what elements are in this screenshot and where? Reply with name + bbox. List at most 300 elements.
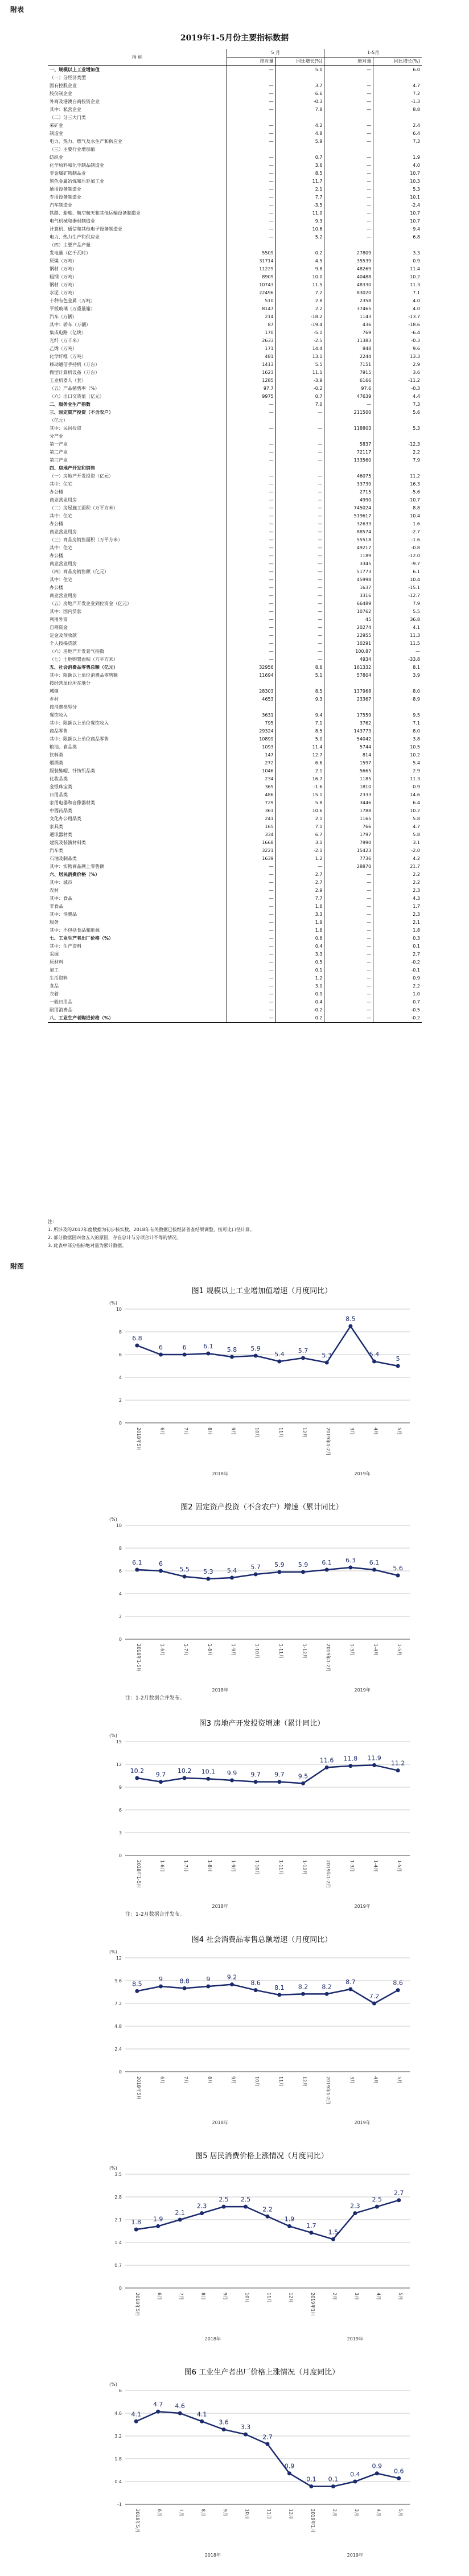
y-tick-label: 1.8: [114, 2456, 122, 2462]
row-ytd-growth: 9.6: [373, 345, 422, 353]
table-row: [48, 863, 422, 871]
x-tick-label: 1-10月: [254, 1644, 260, 1659]
row-month-growth: —: [275, 496, 324, 504]
row-ytd-growth: 6.8: [373, 233, 422, 241]
row-month-value: —: [227, 632, 275, 640]
data-label: 9: [159, 1976, 163, 1983]
row-ytd-growth: 2.1: [373, 919, 422, 927]
table-row: [48, 385, 422, 393]
y-tick-label: 6: [118, 2388, 122, 2393]
row-indicator-name: 其中：国内贷款: [50, 609, 81, 614]
data-point: [244, 2205, 248, 2209]
row-month-growth: 14.4: [275, 345, 324, 353]
row-ytd-growth: 4.0: [373, 305, 422, 313]
table-row: [48, 401, 422, 409]
table-row: [48, 696, 422, 703]
table-row: [48, 281, 422, 289]
row-ytd-growth: 7.2: [373, 90, 422, 98]
row-month-value: —: [227, 186, 275, 194]
row-indicator-name: 粗钢（万吨）: [50, 274, 77, 279]
row-month-growth: 2.7: [275, 871, 324, 879]
y-axis-label: (%): [109, 2382, 117, 2387]
row-ytd-growth: 8.8: [373, 106, 422, 114]
row-ytd-growth: 2.2: [373, 871, 422, 879]
table-row: [48, 767, 422, 775]
row-month-growth: 11.0: [275, 209, 324, 217]
row-ytd-growth: -2.0: [373, 847, 422, 855]
row-ytd-growth: [373, 703, 422, 711]
data-point: [287, 2224, 291, 2228]
row-ytd-value: 83020: [324, 289, 373, 297]
row-month-growth: -3.5: [275, 201, 324, 209]
chart-3: [102, 1713, 421, 1918]
row-month-growth: 11.5: [275, 281, 324, 289]
data-point: [325, 1766, 329, 1770]
row-ytd-value: —: [324, 201, 373, 209]
row-ytd-growth: [373, 241, 422, 249]
data-label: 8.6: [393, 1979, 403, 1987]
row-month-value: 795: [227, 719, 275, 727]
row-month-value: —: [227, 512, 275, 520]
chart-svg: [102, 1281, 421, 1485]
data-point: [348, 1764, 352, 1768]
row-month-value: —: [227, 624, 275, 632]
row-month-growth: 6.6: [275, 759, 324, 767]
row-ytd-growth: 10.7: [373, 209, 422, 217]
row-indicator-name: 其中：城市: [50, 880, 72, 885]
x-tick-label: 3月: [349, 2076, 355, 2084]
row-ytd-value: —: [324, 130, 373, 138]
row-month-value: —: [227, 154, 275, 162]
table-row: [48, 783, 422, 791]
row-ytd-value: —: [324, 194, 373, 201]
row-ytd-value: 1797: [324, 831, 373, 839]
table-row: [48, 178, 422, 186]
row-ytd-value: 4934: [324, 656, 373, 664]
x-tick-label: 5月: [397, 2509, 403, 2517]
row-ytd-growth: [373, 417, 422, 425]
table-row: [48, 488, 422, 496]
row-indicator-name: 五、社会消费品零售总额（亿元）: [50, 665, 118, 670]
row-ytd-value: —: [324, 209, 373, 217]
row-month-growth: [275, 680, 324, 688]
row-month-value: —: [227, 520, 275, 528]
row-month-value: 241: [227, 815, 275, 823]
row-month-growth: 1.2: [275, 974, 324, 982]
x-tick-label: 8月: [200, 2509, 206, 2517]
row-month-growth: —: [275, 544, 324, 552]
data-label: 1.7: [306, 2221, 316, 2229]
y-tick-label: 2.4: [114, 2047, 122, 2052]
data-label: 8.7: [345, 1978, 356, 1986]
x-tick-label: 1-4月: [373, 1860, 379, 1873]
data-label: 6.8: [132, 1335, 142, 1342]
row-indicator-name: 商业营业用房: [50, 593, 77, 598]
chart-2: [102, 1497, 421, 1702]
row-month-value: —: [227, 903, 275, 911]
row-ytd-value: 49217: [324, 544, 373, 552]
data-point: [372, 1568, 376, 1572]
row-month-value: —: [227, 106, 275, 114]
row-ytd-value: 4990: [324, 496, 373, 504]
data-point: [301, 1992, 305, 1996]
y-tick-label: 15: [116, 1739, 122, 1744]
note-line: 1. 所涉及的2017年度数据为初步核实数，2018年有关数据已按经济普查结果调整，按可比口径计算。: [48, 1227, 254, 1232]
row-ytd-growth: —: [373, 648, 422, 656]
y-tick-label: 0: [118, 1637, 122, 1642]
table-row: [48, 82, 422, 90]
x-tick-label: 2月: [332, 2293, 338, 2301]
data-point: [301, 1356, 305, 1360]
data-label: 5.9: [250, 1345, 261, 1352]
data-label: 11.8: [343, 1755, 358, 1763]
x-tick-label: 8月: [200, 2293, 206, 2301]
table-row: [48, 353, 422, 361]
data-point: [325, 1992, 329, 1996]
row-ytd-value: 436: [324, 321, 373, 329]
row-month-growth: 2.9: [275, 887, 324, 895]
x-tick-label: 6月: [159, 1427, 165, 1435]
row-month-value: —: [227, 648, 275, 656]
row-indicator-name: 股份制企业: [50, 91, 72, 96]
row-ytd-value: 1189: [324, 552, 373, 560]
row-ytd-growth: 11.2: [373, 472, 422, 480]
table-row: [48, 305, 422, 313]
row-month-growth: -0.3: [275, 98, 324, 106]
row-ytd-growth: 0.3: [373, 935, 422, 943]
data-label: 4.7: [153, 2401, 163, 2409]
data-point: [277, 1570, 281, 1574]
row-ytd-value: —: [324, 958, 373, 966]
row-ytd-value: —: [324, 887, 373, 895]
y-tick-label: 0: [118, 1421, 122, 1426]
row-ytd-growth: -1.3: [373, 98, 422, 106]
row-month-growth: 0.4: [275, 943, 324, 950]
row-ytd-value: —: [324, 871, 373, 879]
row-month-growth: —: [275, 552, 324, 560]
row-ytd-growth: -12.3: [373, 441, 422, 448]
data-label: 4.1: [131, 2410, 141, 2418]
row-month-growth: [275, 464, 324, 472]
row-ytd-growth: 11.3: [373, 775, 422, 783]
x-tick-label: 4月: [376, 2509, 381, 2517]
row-ytd-value: 48330: [324, 281, 373, 289]
x-tick-label: 11月: [266, 2509, 271, 2520]
y-tick-label: 0: [118, 2286, 122, 2291]
row-ytd-value: 5744: [324, 743, 373, 751]
x-tick-label: 6月: [157, 2293, 162, 2301]
row-ytd-value: —: [324, 911, 373, 919]
y-tick-label: 12: [116, 1956, 122, 1961]
x-tick-label: 7月: [183, 2076, 189, 2084]
row-indicator-name: 饮料类: [50, 752, 63, 758]
row-ytd-value: 40488: [324, 273, 373, 281]
row-ytd-growth: -6.4: [373, 329, 422, 337]
row-indicator-name: 商业营业用房: [50, 497, 77, 503]
row-ytd-growth: 6.4: [373, 799, 422, 807]
row-month-value: —: [227, 98, 275, 106]
row-ytd-growth: 2.2: [373, 879, 422, 887]
data-label: 4.1: [196, 2410, 207, 2418]
note-line: 2. 部分数据因四舍五入的原因，存在总计与分项合计不等的情况。: [48, 1235, 182, 1240]
table-row: [48, 329, 422, 337]
row-ytd-value: 1637: [324, 584, 373, 592]
row-month-growth: 7.0: [275, 401, 324, 409]
row-month-growth: 0.9: [275, 990, 324, 998]
row-indicator-name: 四、房地产开发和销售: [50, 466, 95, 471]
table-row: [48, 943, 422, 950]
row-month-growth: —: [275, 863, 324, 871]
data-label: 10.2: [130, 1767, 145, 1775]
row-month-growth: —: [275, 512, 324, 520]
table-row: [48, 974, 422, 982]
x-tick-label: 9月: [223, 2293, 228, 2301]
row-month-growth: —: [275, 576, 324, 584]
row-month-growth: 7.1: [275, 823, 324, 831]
x-tick-label: 1-12月: [302, 1860, 307, 1875]
row-month-growth: 2.1: [275, 815, 324, 823]
row-month-growth: —: [275, 409, 324, 417]
table-row: [48, 98, 422, 106]
table-row: [48, 504, 422, 512]
row-ytd-growth: 10.5: [373, 743, 422, 751]
table-row: [48, 393, 422, 401]
row-month-value: 9975: [227, 393, 275, 401]
row-indicator-name: 分产业: [50, 434, 63, 439]
table-row: [48, 998, 422, 1006]
data-point: [301, 1781, 305, 1785]
row-month-growth: 2.1: [275, 186, 324, 194]
data-label: 8.2: [298, 1983, 308, 1991]
table-row: [48, 552, 422, 560]
row-ytd-value: 57804: [324, 672, 373, 680]
row-month-value: 486: [227, 791, 275, 799]
x-tick-label: 1-6月: [159, 1644, 165, 1656]
row-month-value: —: [227, 138, 275, 146]
x-tick-label: 7月: [179, 2509, 184, 2517]
row-indicator-name: 三、固定资产投资（不含农户）: [50, 410, 113, 415]
row-ytd-growth: -12.0: [373, 552, 422, 560]
year-label: 2018年: [212, 1904, 228, 1909]
row-month-growth: [275, 417, 324, 425]
y-tick-label: 4: [118, 1375, 122, 1380]
row-ytd-value: 1185: [324, 775, 373, 783]
row-ytd-growth: 10.2: [373, 807, 422, 815]
data-point: [348, 1566, 352, 1570]
row-ytd-growth: [373, 464, 422, 472]
x-tick-label: 3月: [353, 2509, 359, 2517]
row-month-value: —: [227, 616, 275, 624]
x-tick-label: 1-11月: [278, 1644, 283, 1659]
table-row: [48, 847, 422, 855]
x-tick-label: 1-9月: [231, 1860, 236, 1873]
row-month-value: —: [227, 950, 275, 958]
row-ytd-value: —: [324, 401, 373, 409]
row-month-growth: 7.2: [275, 289, 324, 297]
row-month-value: —: [227, 170, 275, 178]
y-axis-label: (%): [109, 1517, 117, 1522]
row-indicator-name: 汽车制造业: [50, 203, 72, 208]
data-label: 1.9: [284, 2215, 295, 2223]
row-month-value: —: [227, 536, 275, 544]
row-month-growth: —: [275, 624, 324, 632]
row-ytd-growth: 4.3: [373, 895, 422, 903]
x-tick-label: 1-8月: [207, 1860, 212, 1873]
row-month-growth: —: [275, 480, 324, 488]
x-tick-label: 3月: [353, 2293, 359, 2301]
row-indicator-name: 办公楼: [50, 521, 63, 526]
row-ytd-value: 143773: [324, 727, 373, 735]
table-row: [48, 377, 422, 385]
row-ytd-value: 27809: [324, 249, 373, 257]
x-tick-label: 9月: [223, 2509, 228, 2517]
row-ytd-growth: 3.8: [373, 735, 422, 743]
row-month-growth: —: [275, 560, 324, 568]
table-row: [48, 815, 422, 823]
row-month-growth: 4.8: [275, 130, 324, 138]
row-month-value: —: [227, 990, 275, 998]
row-month-value: —: [227, 998, 275, 1006]
x-tick-label: 12月: [288, 2509, 294, 2520]
table-row: [48, 903, 422, 911]
row-indicator-name: 其中：实物商品网上零售额: [50, 864, 104, 869]
x-tick-label: 2018年1-5月: [135, 1860, 141, 1888]
row-month-value: —: [227, 568, 275, 576]
row-month-value: —: [227, 927, 275, 935]
data-label: 6.1: [132, 1559, 142, 1566]
row-ytd-value: [324, 146, 373, 154]
row-indicator-name: 十种有色金属（万吨）: [50, 298, 95, 303]
row-month-growth: —: [275, 600, 324, 608]
row-ytd-value: 2358: [324, 297, 373, 305]
row-indicator-name: 原煤（万吨）: [50, 258, 77, 264]
data-point: [230, 1576, 234, 1580]
row-month-value: 147: [227, 751, 275, 759]
row-ytd-value: 1143: [324, 313, 373, 321]
row-indicator-name: 办公楼: [50, 489, 63, 495]
data-label: 6.1: [322, 1559, 332, 1566]
row-indicator-name: 其中：食品: [50, 896, 72, 901]
row-indicator-name: 其中：住宅: [50, 545, 72, 550]
data-point: [206, 1577, 210, 1581]
row-month-growth: 7.8: [275, 106, 324, 114]
row-ytd-growth: 0.1: [373, 943, 422, 950]
row-ytd-value: [324, 417, 373, 425]
row-ytd-growth: 16.3: [373, 480, 422, 488]
row-ytd-growth: 5.5: [373, 608, 422, 616]
table-row: [48, 544, 422, 552]
row-ytd-growth: 10.4: [373, 576, 422, 584]
row-indicator-name: 平板玻璃（万重量箱）: [50, 306, 95, 311]
row-ytd-value: 33739: [324, 480, 373, 488]
table-row: [48, 680, 422, 688]
row-ytd-growth: 8.0: [373, 727, 422, 735]
x-tick-label: 1-11月: [278, 1860, 283, 1875]
row-ytd-value: 55518: [324, 536, 373, 544]
data-point: [178, 2412, 182, 2415]
row-month-growth: 2.1: [275, 767, 324, 775]
year-label: 2018年: [212, 2120, 228, 2125]
table-row: [48, 162, 422, 170]
row-month-value: 361: [227, 807, 275, 815]
y-tick-label: 2: [118, 1614, 122, 1619]
row-month-growth: -3.9: [275, 377, 324, 385]
table-row: [48, 369, 422, 377]
table-row: [48, 448, 422, 456]
data-point: [230, 1355, 234, 1359]
table-row: [48, 297, 422, 305]
data-point: [277, 1993, 281, 1997]
row-ytd-value: 97.6: [324, 385, 373, 393]
table-body: [48, 66, 422, 1023]
data-point: [309, 2231, 313, 2235]
row-month-value: [227, 74, 275, 82]
table-row: [48, 990, 422, 998]
row-month-growth: —: [275, 536, 324, 544]
x-tick-label: 2月: [332, 2509, 338, 2517]
row-month-growth: 5.2: [275, 233, 324, 241]
data-point: [375, 2471, 379, 2475]
row-month-value: —: [227, 974, 275, 982]
table-row: [48, 361, 422, 369]
row-month-value: —: [227, 943, 275, 950]
y-tick-label: 6: [118, 1808, 122, 1813]
row-ytd-value: —: [324, 170, 373, 178]
row-ytd-growth: 21.7: [373, 863, 422, 871]
row-ytd-value: 45: [324, 616, 373, 624]
row-month-value: 171: [227, 345, 275, 353]
row-ytd-value: —: [324, 990, 373, 998]
row-month-value: —: [227, 592, 275, 600]
chart-svg: [102, 2362, 421, 2567]
row-ytd-growth: 4.7: [373, 82, 422, 90]
row-ytd-growth: -0.8: [373, 544, 422, 552]
row-ytd-value: 2244: [324, 353, 373, 361]
row-ytd-value: 848: [324, 345, 373, 353]
data-label: 10.1: [201, 1768, 216, 1776]
row-indicator-name: 建筑及装潢材料类: [50, 840, 86, 845]
row-month-growth: 1.9: [275, 919, 324, 927]
row-ytd-value: [324, 74, 373, 82]
chart-title: 图3 房地产开发投资增速（累计同比）: [199, 1719, 325, 1728]
row-month-growth: 5.9: [275, 138, 324, 146]
x-tick-label: 1-9月: [231, 1644, 236, 1656]
row-month-growth: 0.1: [275, 966, 324, 974]
row-indicator-name: 钢材（万吨）: [50, 266, 77, 271]
row-indicator-name: 水泥（万吨）: [50, 290, 77, 295]
row-month-value: 97.7: [227, 385, 275, 393]
header-col-value: 绝对量: [227, 57, 275, 66]
row-month-growth: —: [275, 425, 324, 433]
row-ytd-value: 51773: [324, 568, 373, 576]
data-point: [134, 2228, 138, 2232]
row-month-value: —: [227, 935, 275, 943]
row-month-growth: [275, 146, 324, 154]
data-label: 2.7: [262, 2433, 273, 2441]
row-month-value: [227, 114, 275, 122]
row-month-growth: 10.6: [275, 807, 324, 815]
table-row: [48, 560, 422, 568]
row-month-value: —: [227, 863, 275, 871]
row-ytd-growth: 3.1: [373, 839, 422, 847]
row-indicator-name: 制造业: [50, 131, 63, 136]
table-row: [48, 1006, 422, 1014]
data-point: [309, 2484, 313, 2488]
row-ytd-growth: 9.5: [373, 711, 422, 719]
table-row: [48, 520, 422, 528]
row-indicator-name: （四）商品房销售额（亿元）: [50, 569, 109, 574]
header-month: 5 月: [227, 49, 324, 57]
